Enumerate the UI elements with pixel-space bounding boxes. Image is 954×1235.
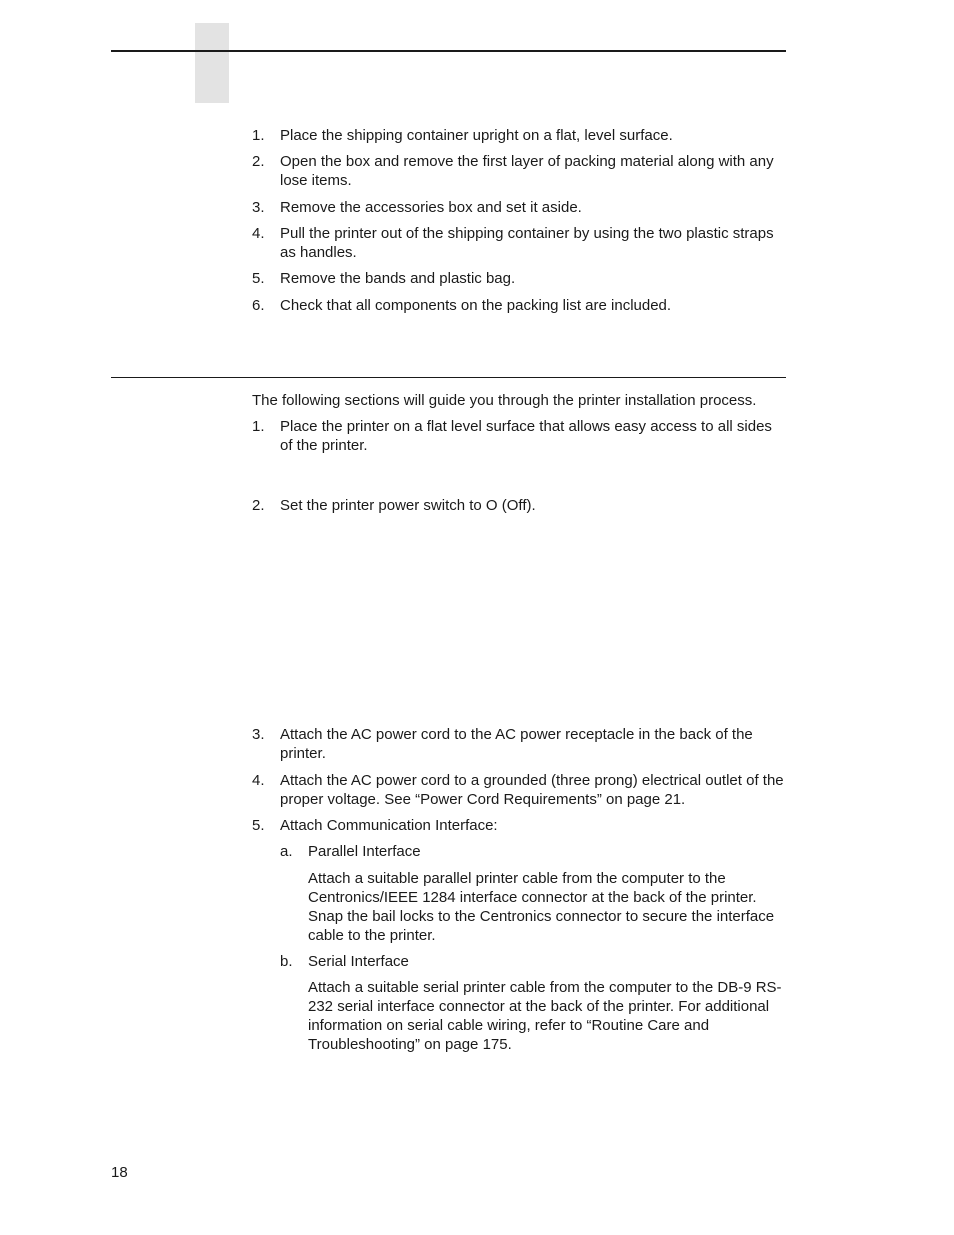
step-number: 1. — [252, 127, 265, 144]
step-text: Attach Communication Interface: — [280, 817, 498, 834]
subitem-title: Serial Interface — [308, 953, 409, 970]
step-number: 2. — [252, 497, 265, 514]
chapter-tab-marker — [195, 23, 229, 103]
step-text: Open the box and remove the first layer of packing material along with any lose items. — [280, 153, 774, 189]
step-number: 3. — [252, 726, 265, 743]
step-text: Remove the bands and plastic bag. — [280, 270, 516, 287]
step-number: 6. — [252, 297, 265, 314]
section-intro: The following sections will guide you through the printer installation process. — [252, 392, 757, 409]
subitem-letter: b. — [280, 953, 293, 970]
step-number: 4. — [252, 772, 265, 789]
step-number: 5. — [252, 270, 265, 287]
step-number: 4. — [252, 225, 265, 242]
step-text: Check that all components on the packing list are included. — [280, 297, 672, 314]
subitem-letter: a. — [280, 843, 293, 860]
step-number: 1. — [252, 418, 265, 435]
step-text: Remove the accessories box and set it aside. — [280, 199, 582, 216]
page-number: 18 — [111, 1164, 128, 1181]
step-text: Place the printer on a flat level surface that allows easy access to all sides of the printer. — [280, 418, 772, 454]
header-rule — [111, 50, 786, 52]
step-number: 2. — [252, 153, 265, 170]
step-number: 3. — [252, 199, 265, 216]
step-text: Attach the AC power cord to the AC power receptacle in the back of the printer. — [280, 726, 753, 762]
step-number: 5. — [252, 817, 265, 834]
interface-description: Attach a suitable parallel printer cable from the computer to the Centronics/IEEE 1284 interface connector at the back of the printer. Snap the bail locks to the Centronics connector to secure the interface cable to the printer. — [308, 870, 775, 944]
subitem-title: Parallel Interface — [308, 843, 421, 860]
step-text: Set the printer power switch to O (Off). — [280, 497, 536, 514]
step-text: Attach the AC power cord to a grounded (three prong) electrical outlet of the proper voltage. See “Power Cord Requirements” on page 21. — [280, 772, 784, 808]
step-text: Pull the printer out of the shipping container by using the two plastic straps as handles. — [280, 225, 774, 261]
section-rule — [111, 377, 786, 378]
step-text: Place the shipping container upright on a flat, level surface. — [280, 127, 673, 144]
interface-description: Attach a suitable serial printer cable from the computer to the DB-9 RS-232 serial interface connector at the back of the printer. For additional information on serial cable wiring, refer to “Routine Care and Troubleshooting” on page 175. — [308, 979, 782, 1053]
